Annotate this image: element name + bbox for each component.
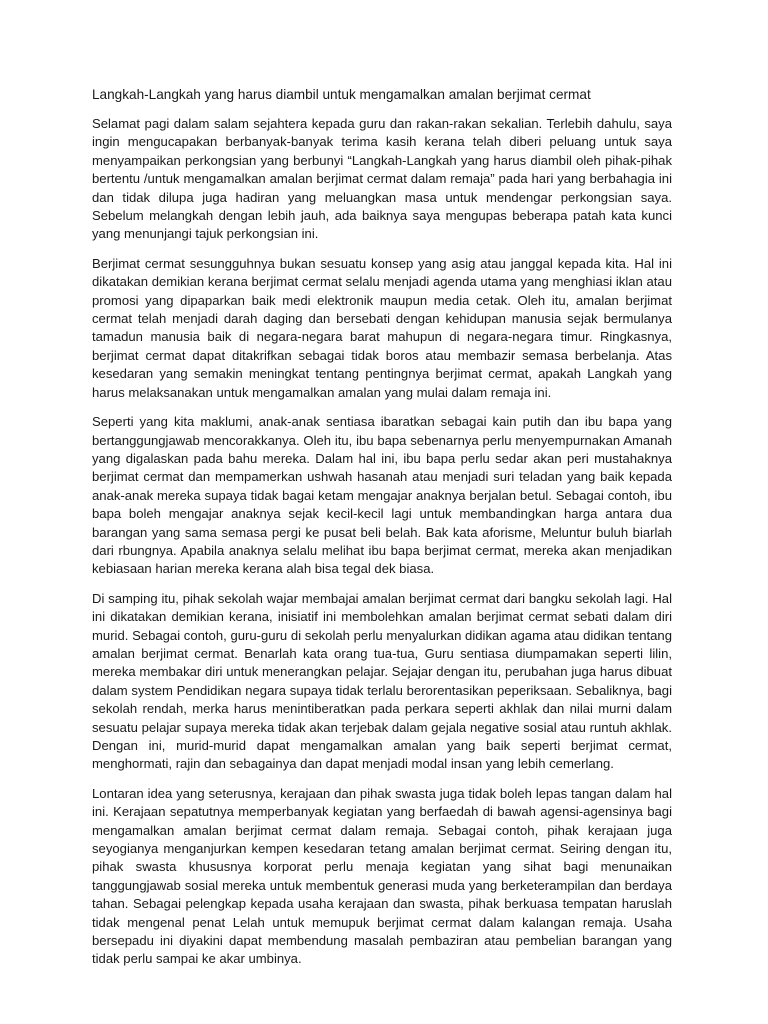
paragraph-government: Lontaran idea yang seterusnya, kerajaan dan pihak swasta juga tidak boleh lepas tangan dalam hal ini. Kerajaan sepatutnya memperbanyak kegiatan yang berfaedah di bawah agensi-agensinya bagi mengamalkan amalan berjimat cermat dalam remaja. Sebagai contoh, pihak kerajaan juga seyogianya menganjurkan kempen kesedaran tetang amalan berjimat cermat. Seiring dengan itu, pihak swasta khususnya korporat perlu menaja kegiatan yang sihat bagi menunaikan tanggungjawab sosial mereka untuk membentuk generasi muda yang berketerampilan dan berdaya tahan. Sebagai pelengkap kepada usaha kerajaan dan swasta, pihak berkuasa tempatan haruslah tidak mengenal penat Lelah untuk memupuk berjimat cermat dalam kalangan remaja. Usaha bersepadu ini diyakini dapat membendung masalah pembaziran atau pembelian barangan yang tidak perlu sampai ke akar umbinya. xyxy=(92,785,672,967)
paragraph-parents: Seperti yang kita maklumi, anak-anak sentiasa ibaratkan sebagai kain putih dan ibu bapa yang bertanggungjawab mencorakkanya. Oleh itu, ibu bapa sebenarnya perlu menyempurnakan Amanah yang digalaskan pada bahu mereka. Dalam hal ini, ibu bapa perlu sedar akan peri mustahaknya berjimat cermat dan mempamerkan ushwah hasanah atau menjadi suri teladan yang baik kepada anak-anak mereka supaya tidak bagai ketam mengajar anaknya berjalan betul. Sebagai contoh, ibu bapa boleh mengajar anaknya sejak kecil-kecil lagi untuk membandingkan harga antara dua barangan yang sama semasa pergi ke pusat beli belah. Bak kata aforisme, Meluntur buluh biarlah dari rbungnya. Apabila anaknya selalu melihat ibu bapa berjimat cermat, mereka akan menjadikan kebiasaan harian mereka kerana alah bisa tegal dek biasa. xyxy=(92,414,672,577)
document-page xyxy=(92,86,672,980)
paragraph-school: Di samping itu, pihak sekolah wajar membajai amalan berjimat cermat dari bangku sekolah lagi. Hal ini dikatakan demikian kerana, inisiatif ini membolehkan amalan berjimat cermat sebati dalam diri murid. Sebagai contoh, guru-guru di sekolah perlu menyalurkan didikan agama atau didikan tentang amalan berjimat cermat. Benarlah kata orang tua-tua, Guru sentiasa diumpamakan seperti lilin, mereka membakar diri untuk menerangkan pelajar. Sejajar dengan itu, perubahan juga harus dibuat dalam system Pendidikan negara supaya tidak terlalu berorentasikan peperiksaan. Sebaliknya, bagi sekolah rendah, merka harus menintiberatkan pada perkara seperti akhlak dan nilai murni dalam sesuatu pelajar supaya mereka tidak akan terjebak dalam gejala negative sosial atau runtuh akhlak. Dengan ini, murid-murid dapat mengamalkan amalan yang baik seperti berjimat cermat, menghormati, rajin dan sebagainya dan dapat menjadi modal insan yang lebih cemerlang. xyxy=(92,590,672,772)
paragraph-intro: Selamat pagi dalam salam sejahtera kepada guru dan rakan-rakan sekalian. Terlebih dahulu, saya ingin mengucapakan berbanyak-banyak terima kasih kerana telah diberi peluang untuk saya menyampaikan perkongsian yang berbunyi “Langkah-Langkah yang harus diambil oleh pihak-pihak bertentu /untuk mengamalkan amalan berjimat cermat dalam remaja” pada hari yang berbahagia ini dan tidak dilupa juga hadiran yang meluangkan masa untuk mendengar perkongsian saya. Sebelum melangkah dengan lebih jauh, ada baiknya saya mengupas beberapa patah kata kunci yang menunjangi tajuk perkongsian ini. xyxy=(92,116,672,242)
document-title: Langkah-Langkah yang harus diambil untuk mengamalkan amalan berjimat cermat xyxy=(92,87,591,102)
paragraph-definition: Berjimat cermat sesungguhnya bukan sesuatu konsep yang asig atau janggal kepada kita. Hal ini dikatakan demikian kerana berjimat cermat selalu menjadi agenda utama yang menghiasi iklan atau promosi yang dipaparkan baik medi elektronik maupun media cetak. Oleh itu, amalan berjimat cermat telah menjadi darah daging dan bersebati dengan kehidupan manusia sejak bermulanya tamadun manusia baik di negara-negara barat mahupun di negara-negara timur. Ringkasnya, berjimat cermat dapat ditakrifkan sebagai tidak boros atau membazir semasa berbelanja. Atas kesedaran yang semakin meningkat tentang pentingnya berjimat cermat, apakah Langkah yang harus melaksanakan untuk mengamalkan amalan yang mulai dalam remaja ini. xyxy=(92,255,672,400)
